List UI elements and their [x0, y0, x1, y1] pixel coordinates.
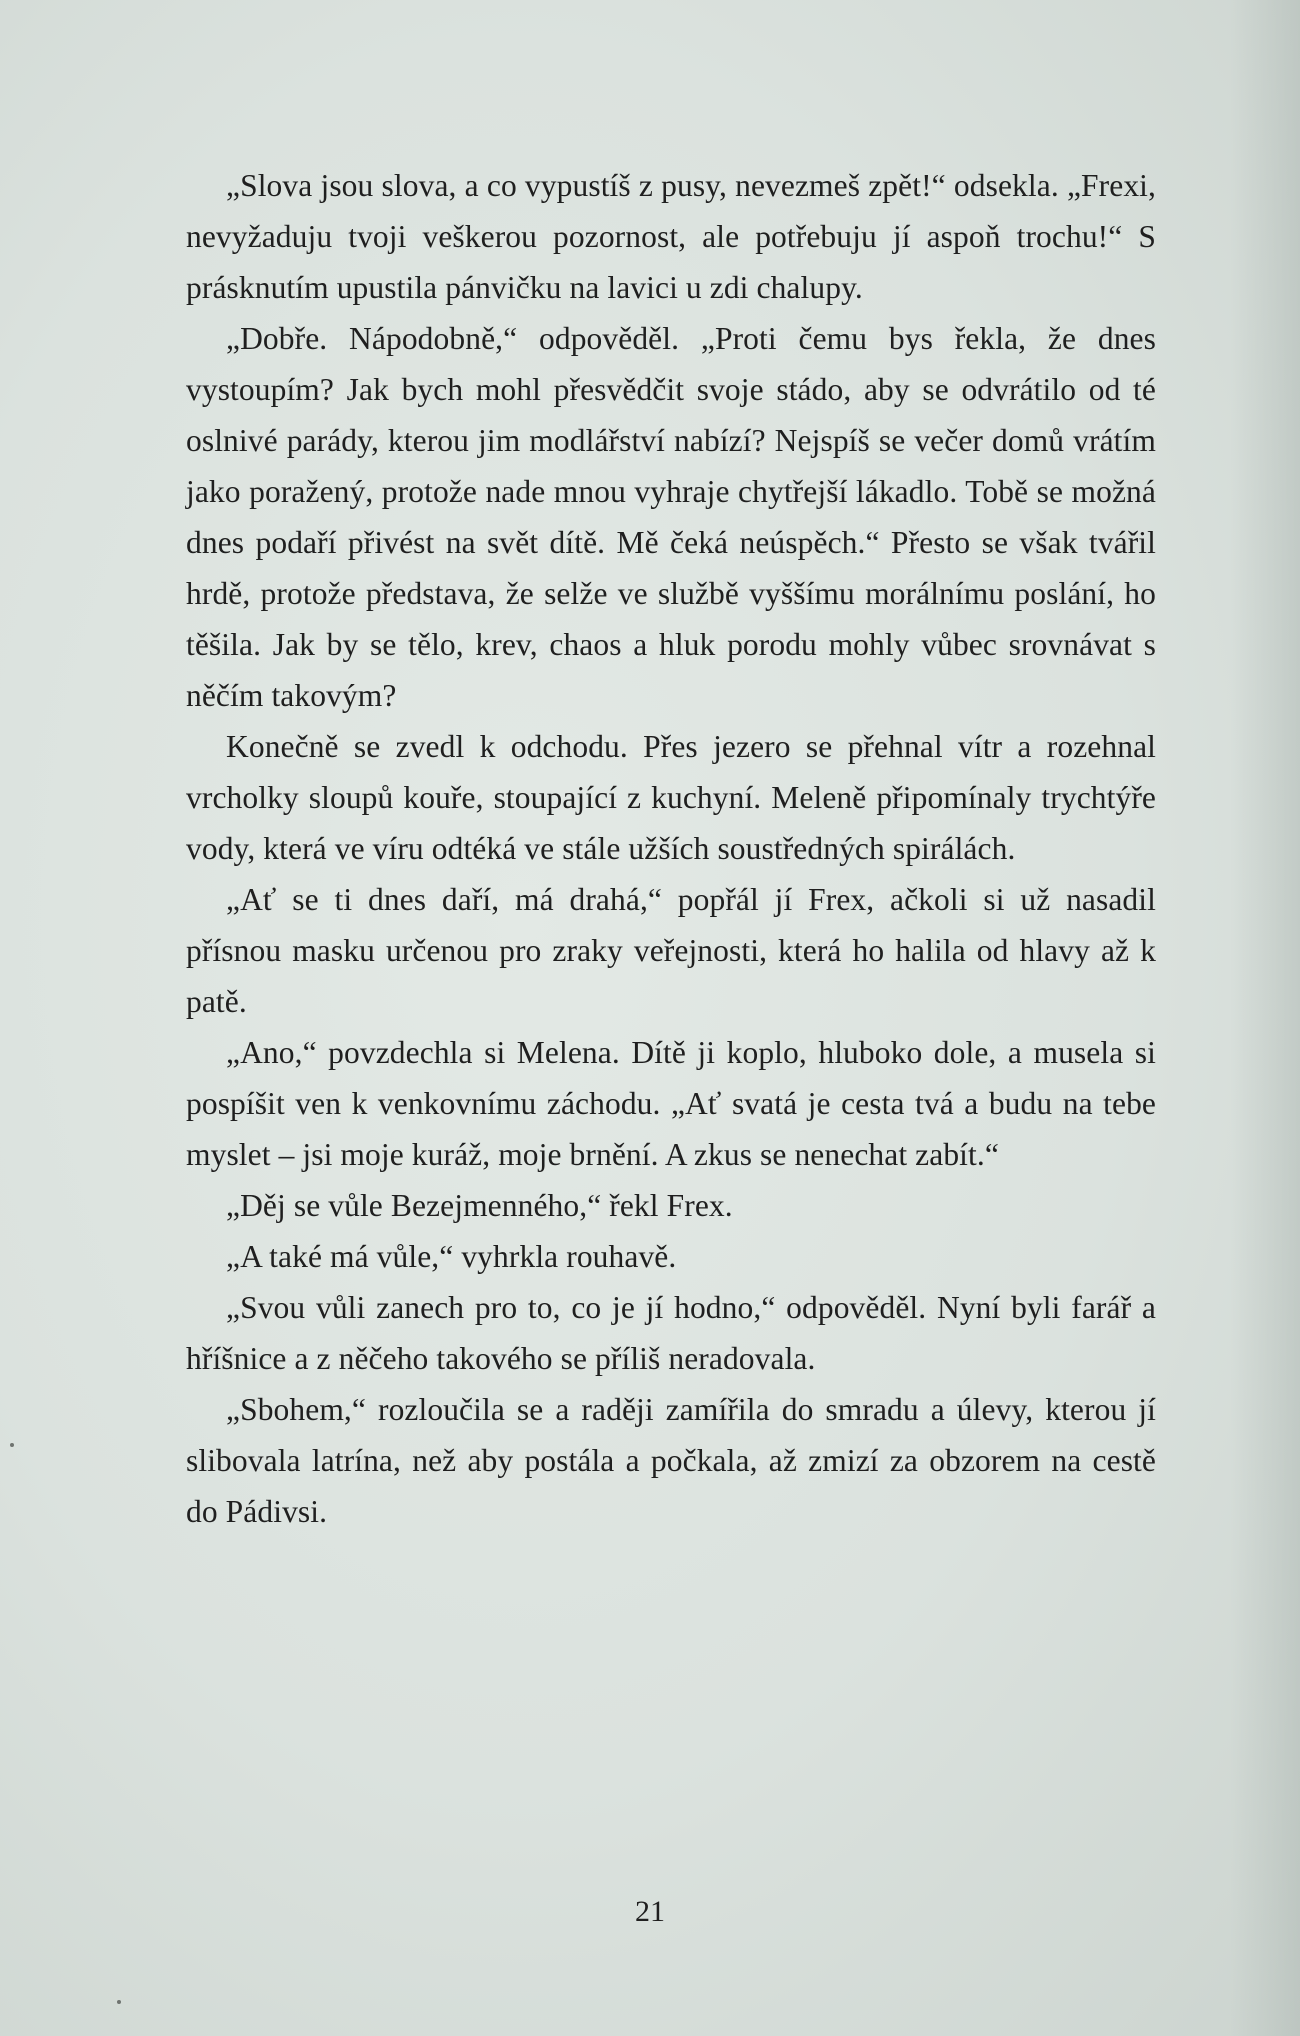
paper-speck	[117, 2000, 121, 2004]
paragraph-9: „Sbohem,“ rozloučila se a raději zamířila do smradu a úlevy, kterou jí slibovala latrína, než aby postála a počkala, až zmizí za obzorem na cestě do Pádivsi.	[186, 1392, 1156, 1529]
page-edge-shadow	[1230, 0, 1300, 2036]
body-text	[186, 160, 1156, 1537]
paragraph-8: „Svou vůli zanech pro to, co je jí hodno,“ odpověděl. Nyní byli farář a hříšnice a z něčeho takového se příliš neradovala.	[186, 1290, 1156, 1376]
paper-speck	[10, 1443, 14, 1447]
paragraph-3: Konečně se zvedl k odchodu. Přes jezero se přehnal vítr a rozehnal vrcholky sloupů kouře, stoupající z kuchyní. Meleně připomínaly trychtýře vody, která ve víru odtéká ve stále užších soustředných spirálách.	[186, 729, 1156, 866]
page-number: 21	[635, 1895, 665, 1928]
paragraph-4: „Ať se ti dnes daří, má drahá,“ popřál jí Frex, ačkoli si už nasadil přísnou masku určenou pro zraky veřejnosti, která ho halila od hlavy až k patě.	[186, 882, 1156, 1019]
paragraph-6: „Děj se vůle Bezejmenného,“ řekl Frex.	[226, 1188, 733, 1223]
paragraph-2: „Dobře. Nápodobně,“ odpověděl. „Proti čemu bys řekla, že dnes vystoupím? Jak bych mohl přesvědčit svoje stádo, aby se odvrátilo od té oslnivé parády, kterou jim modlářství nabízí? Nejspíš se večer domů vrátím jako poražený, protože nade mnou vyhraje chytřejší lákadlo. Tobě se možná dnes podaří přivést na svět dítě. Mě čeká neúspěch.“ Přesto se však tvářil hrdě, protože představa, že selže ve službě vyššímu morálnímu poslání, ho těšila. Jak by se tělo, krev, chaos a hluk porodu mohly vůbec srovnávat s něčím takovým?	[186, 321, 1156, 713]
paragraph-7: „A také má vůle,“ vyhrkla rouhavě.	[226, 1239, 677, 1274]
paragraph-5: „Ano,“ povzdechla si Melena. Dítě ji koplo, hluboko dole, a musela si pospíšit ven k venkovnímu záchodu. „Ať svatá je cesta tvá a budu na tebe myslet – jsi moje kuráž, moje brnění. A zkus se nenechat zabít.“	[186, 1035, 1156, 1172]
paragraph-1: „Slova jsou slova, a co vypustíš z pusy, nevezmeš zpět!“ odsekla. „Frexi, nevyžaduju tvoji veškerou pozornost, ale potřebuju jí aspoň trochu!“ S prásknutím upustila pánvičku na lavici u zdi chalupy.	[186, 168, 1156, 305]
